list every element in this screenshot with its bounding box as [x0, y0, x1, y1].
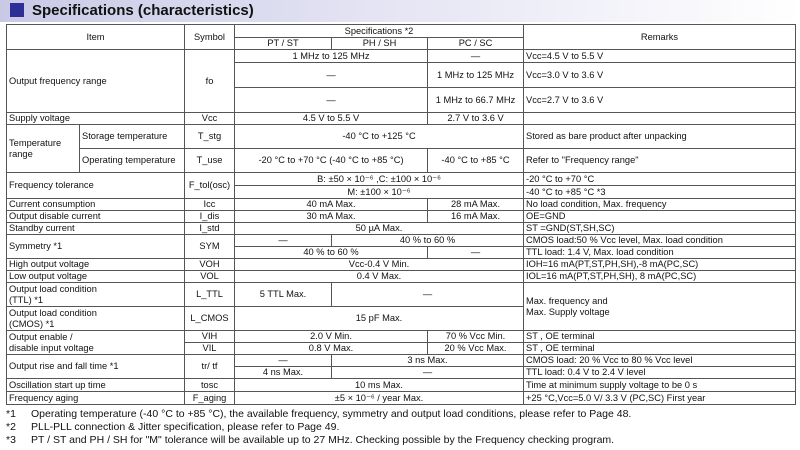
remark-cell: Stored as bare product after unpacking	[524, 125, 796, 149]
table-row	[7, 235, 796, 247]
item-output-disable-current: Output disable current	[7, 211, 185, 223]
remark-cell: Vcc=3.0 V to 3.6 V	[524, 63, 796, 88]
item-line: disable input voltage	[9, 342, 94, 353]
spec-cell: 1 MHz to 125 MHz	[428, 63, 524, 88]
remark-line: Max. frequency and	[526, 296, 608, 307]
symbol-cell: VOL	[185, 271, 235, 283]
spec-cell: -20 °C to +70 °C (-40 °C to +85 °C)	[235, 149, 428, 173]
header-remarks: Remarks	[524, 25, 796, 50]
spec-cell: -40 °C to +85 °C	[428, 149, 524, 173]
spec-cell: 5 TTL Max.	[235, 283, 332, 307]
footnote-2	[6, 421, 631, 434]
spec-cell: 4.5 V to 5.5 V	[235, 113, 428, 125]
table-row	[7, 392, 796, 405]
table-row	[7, 355, 796, 367]
remark-cell: -40 °C to +85 °C *3	[524, 186, 796, 199]
item-frequency-aging: Frequency aging	[7, 392, 185, 405]
spec-cell: —	[235, 355, 332, 367]
remark-line: Max. Supply voltage	[526, 306, 610, 317]
item-line: Output enable /	[9, 332, 73, 343]
header-specifications: Specifications *2	[235, 25, 524, 38]
item-load-cmos	[7, 307, 185, 331]
spec-cell: 4 ns Max.	[235, 367, 332, 379]
spec-cell: 1 MHz to 66.7 MHz	[428, 88, 524, 113]
header-pt-st: PT / ST	[235, 38, 332, 50]
remark-cell: TTL load: 1.4 V, Max. load condition	[524, 247, 796, 259]
footnote-mark: *1	[6, 408, 16, 420]
remark-cell	[524, 113, 796, 125]
symbol-cell: T_stg	[185, 125, 235, 149]
spec-cell: 40 mA Max.	[235, 199, 428, 211]
symbol-fo: fo	[185, 50, 235, 113]
table-row	[7, 113, 796, 125]
remark-cell: +25 °C,Vcc=5.0 V/ 3.3 V (PC,SC) First year	[524, 392, 796, 405]
remark-cell: -20 °C to +70 °C	[524, 173, 796, 186]
spec-cell: M: ±100 × 10⁻⁶	[235, 186, 524, 199]
section-title: Specifications (characteristics)	[32, 2, 254, 19]
remark-cell: Vcc=4.5 V to 5.5 V	[524, 50, 796, 63]
table-row	[7, 199, 796, 211]
remark-cell: Refer to "Frequency range"	[524, 149, 796, 173]
spec-cell: 30 mA Max.	[235, 211, 428, 223]
symbol-cell: T_use	[185, 149, 235, 173]
item-supply-voltage: Supply voltage	[7, 113, 185, 125]
symbol-cell: tosc	[185, 379, 235, 392]
remark-cell: Time at minimum supply voltage to be 0 s	[524, 379, 796, 392]
item-line: Output load condition	[9, 308, 97, 319]
symbol-cell: I_dis	[185, 211, 235, 223]
item-enable-disable-voltage	[7, 331, 185, 355]
spec-cell: -40 °C to +125 °C	[235, 125, 524, 149]
table-row	[7, 125, 796, 149]
spec-cell: Vcc-0.4 V Min.	[235, 259, 524, 271]
item-line: (CMOS) *1	[9, 318, 55, 329]
spec-cell: B: ±50 × 10⁻⁶ ,C: ±100 × 10⁻⁶	[235, 173, 524, 186]
table-row	[7, 283, 796, 307]
symbol-cell: I_std	[185, 223, 235, 235]
spec-table	[6, 24, 796, 405]
footnote-3	[6, 434, 631, 447]
spec-cell: 0.4 V Max.	[235, 271, 524, 283]
st-overline-label: $\overline{ST}$	[526, 223, 538, 234]
spec-cell: —	[332, 367, 524, 379]
remark-cell	[524, 283, 796, 331]
bullet-square-icon	[10, 3, 24, 17]
spec-cell: 3 ns Max.	[332, 355, 524, 367]
footnote-mark: *3	[6, 434, 16, 446]
item-oscillation-start-time: Oscillation start up time	[7, 379, 185, 392]
table-row	[7, 259, 796, 271]
symbol-cell: VIL	[185, 343, 235, 355]
remark-cell	[524, 223, 796, 235]
symbol-cell: Icc	[185, 199, 235, 211]
footnotes	[6, 408, 631, 447]
remark-cell: TTL load: 0.4 V to 2.4 V level	[524, 367, 796, 379]
st-overline-label: $\overline{ST}$	[526, 343, 538, 354]
spec-cell: 28 mA Max.	[428, 199, 524, 211]
item-temperature-range: Temperature range	[7, 125, 80, 173]
footnote-1	[6, 408, 631, 421]
item-load-ttl	[7, 283, 185, 307]
header-pc-sc: PC / SC	[428, 38, 524, 50]
item-low-output-voltage: Low output voltage	[7, 271, 185, 283]
remark-cell: CMOS load: 20 % Vcc to 80 % Vcc level	[524, 355, 796, 367]
table-row	[7, 379, 796, 392]
item-frequency-tolerance: Frequency tolerance	[7, 173, 185, 199]
remark-cell: IOH=16 mA(PT,ST,PH,SH),-8 mA(PC,SC)	[524, 259, 796, 271]
symbol-cell: L_CMOS	[185, 307, 235, 331]
symbol-cell: VOH	[185, 259, 235, 271]
header-symbol: Symbol	[185, 25, 235, 50]
spec-cell: 16 mA Max.	[428, 211, 524, 223]
symbol-cell: L_TTL	[185, 283, 235, 307]
remark-cell: OE=GND	[524, 211, 796, 223]
remark-text: =GND(ST,SH,SC)	[537, 223, 615, 234]
table-header-row	[7, 25, 796, 38]
item-output-frequency: Output frequency range	[7, 50, 185, 113]
spec-cell: 40 % to 60 %	[332, 235, 524, 247]
symbol-cell: tr/ tf	[185, 355, 235, 379]
item-operating-temperature: Operating temperature	[80, 149, 185, 173]
spec-cell: 20 % Vcc Max.	[428, 343, 524, 355]
item-high-output-voltage: High output voltage	[7, 259, 185, 271]
table-row	[7, 211, 796, 223]
table-row	[7, 223, 796, 235]
spec-cell: —	[428, 247, 524, 259]
spec-cell: 50 µA Max.	[235, 223, 524, 235]
item-current-consumption: Current consumption	[7, 199, 185, 211]
spec-cell: ±5 × 10⁻⁶ / year Max.	[235, 392, 524, 405]
st-overline-label: $\overline{ST}$	[526, 331, 538, 342]
remark-text: , OE terminal	[537, 331, 595, 342]
remark-cell: IOL=16 mA(PT,ST,PH,SH), 8 mA(PC,SC)	[524, 271, 796, 283]
item-line: (TTL) *1	[9, 294, 44, 305]
spec-cell: 1 MHz to 125 MHz	[235, 50, 428, 63]
spec-cell: 0.8 V Max.	[235, 343, 428, 355]
footnote-text: Operating temperature (-40 °C to +85 °C), the available frequency, symmetry and output load conditions, please refer to Page 48.	[31, 408, 632, 420]
header-ph-sh: PH / SH	[332, 38, 428, 50]
spec-cell: —	[235, 235, 332, 247]
symbol-cell: Vcc	[185, 113, 235, 125]
spec-cell: —	[235, 63, 428, 88]
spec-cell: 70 % Vcc Min.	[428, 331, 524, 343]
section-header	[0, 0, 800, 22]
symbol-cell: F_tol(osc)	[185, 173, 235, 199]
table-row	[7, 271, 796, 283]
remark-cell	[524, 343, 796, 355]
spec-cell: 10 ms Max.	[235, 379, 524, 392]
remark-cell: CMOS load:50 % Vcc level, Max. load condition	[524, 235, 796, 247]
spec-cell: —	[235, 88, 428, 113]
item-standby-current: Standby current	[7, 223, 185, 235]
spec-cell: —	[428, 50, 524, 63]
footnote-text: PT / ST and PH / SH for "M" tolerance will be available up to 27 MHz. Checking possible by the Frequency checking program.	[31, 434, 615, 446]
header-item: Item	[7, 25, 185, 50]
table-row	[7, 331, 796, 343]
table-row	[7, 50, 796, 63]
spec-cell: 40 % to 60 %	[235, 247, 428, 259]
spec-cell: 2.0 V Min.	[235, 331, 428, 343]
symbol-cell: F_aging	[185, 392, 235, 405]
table-row	[7, 173, 796, 186]
symbol-cell: VIH	[185, 331, 235, 343]
item-symmetry: Symmetry *1	[7, 235, 185, 259]
item-line: Output load condition	[9, 284, 97, 295]
footnote-mark: *2	[6, 421, 16, 433]
remark-cell: Vcc=2.7 V to 3.6 V	[524, 88, 796, 113]
remark-cell: No load condition, Max. frequency	[524, 199, 796, 211]
table-row	[7, 149, 796, 173]
symbol-cell: SYM	[185, 235, 235, 259]
spec-cell: —	[332, 283, 524, 307]
item-rise-fall-time: Output rise and fall time *1	[7, 355, 185, 379]
remark-cell	[524, 331, 796, 343]
item-storage-temperature: Storage temperature	[80, 125, 185, 149]
spec-cell: 2.7 V to 3.6 V	[428, 113, 524, 125]
remark-text: , OE terminal	[537, 343, 595, 354]
spec-cell: 15 pF Max.	[235, 307, 524, 331]
footnote-text: PLL-PLL connection & Jitter specification, please refer to Page 49.	[31, 421, 340, 433]
